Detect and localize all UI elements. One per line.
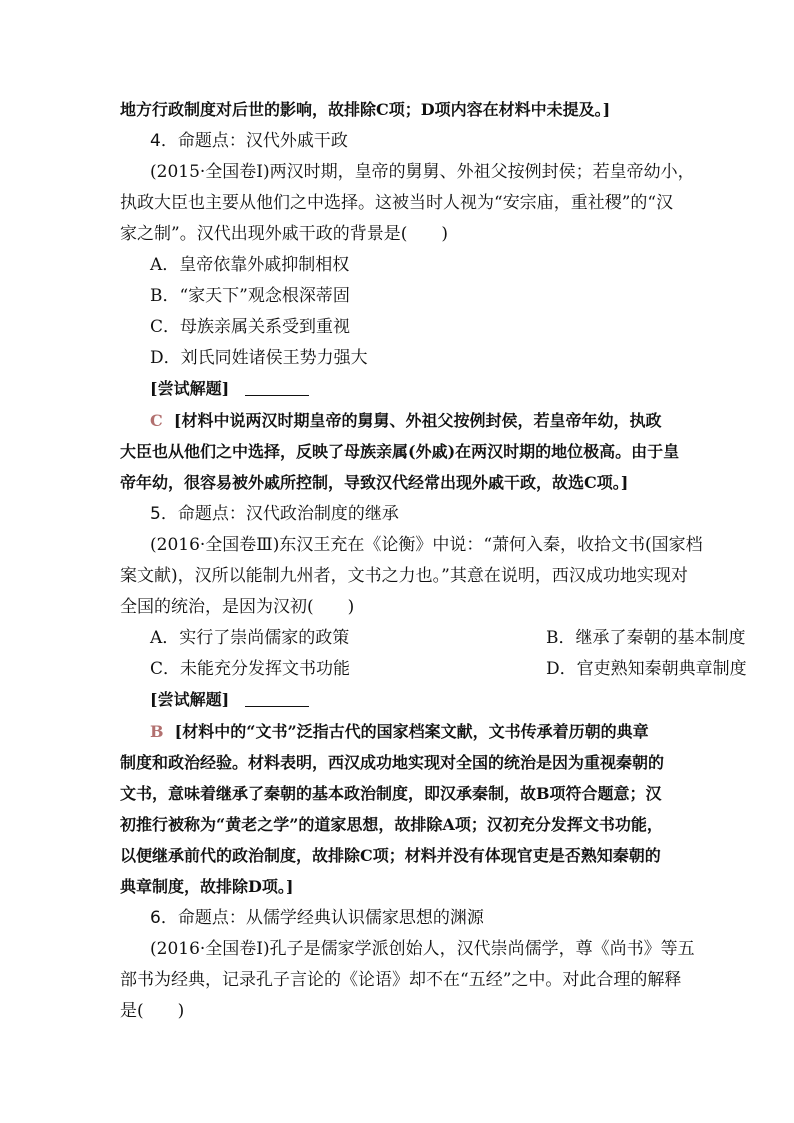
q5-analysis-line-2: 制度和政治经验。材料表明，西汉成功地实现对全国的统治是因为重视秦朝的 bbox=[120, 753, 665, 772]
q4-option-b: B．“家天下”观念根深蒂固 bbox=[150, 286, 350, 306]
q4-analysis-line-1 bbox=[150, 407, 674, 435]
q4-heading: 4．命题点：汉代外戚干政 bbox=[150, 131, 348, 151]
q5-options-row-2 bbox=[150, 655, 747, 683]
q4-try-row bbox=[150, 375, 674, 403]
q5-stem-line-1: (2016·全国卷Ⅲ)东汉王充在《论衡》中说：“萧何入秦，收拾文书(国家档 bbox=[150, 535, 703, 555]
q4-option-c: C．母族亲属关系受到重视 bbox=[150, 317, 351, 337]
q5-analysis-line-4: 初推行被称为“黄老之学”的道家思想，故排除A项；汉初充分发挥文书功能， bbox=[120, 815, 663, 834]
q5-option-c: C．未能充分发挥文书功能 bbox=[150, 659, 351, 679]
q5-answer-key: B bbox=[150, 722, 164, 741]
q4-option-a: A．皇帝依靠外戚抑制相权 bbox=[150, 255, 350, 275]
q5-try-label: [尝试解题] bbox=[150, 690, 230, 709]
q4-analysis-line-2: 大臣也从他们之中选择，反映了母族亲属(外戚)在两汉时期的地位极高。由于皇 bbox=[120, 442, 680, 461]
q4-stem-line-2: 执政大臣也主要从他们之中选择。这被当时人视为“安宗庙，重社稷”的“汉 bbox=[120, 193, 674, 213]
q6-stem-line-2: 部书为经典，记录孔子言论的《论语》却不在“五经”之中。对此合理的解释 bbox=[120, 970, 682, 990]
q5-option-b: B．继承了秦朝的基本制度 bbox=[546, 628, 746, 648]
q4-answer-key: C bbox=[150, 411, 163, 430]
q4-answer-blank bbox=[245, 379, 309, 396]
q5-analysis-text-1: [材料中的“文书”泛指古代的国家档案文献，文书传承着历朝的典章 bbox=[174, 722, 649, 741]
q4-try-label: [尝试解题] bbox=[150, 379, 230, 398]
q5-heading: 5．命题点：汉代政治制度的继承 bbox=[150, 504, 399, 524]
q5-analysis-line-6: 典章制度，故排除D项。] bbox=[120, 877, 294, 896]
q5-stem-line-3: 全国的统治，是因为汉初( ) bbox=[120, 597, 355, 617]
q6-stem-line-3: 是( ) bbox=[120, 1001, 185, 1021]
q4-option-d: D．刘氏同姓诸侯王势力强大 bbox=[150, 348, 368, 368]
q5-option-d: D．官吏熟知秦朝典章制度 bbox=[546, 659, 747, 679]
q4-stem-line-1: (2015·全国卷Ⅰ)两汉时期，皇帝的舅舅、外祖父按例封侯；若皇帝幼小， bbox=[150, 162, 695, 182]
q5-option-a: A．实行了崇尚儒家的政策 bbox=[150, 628, 350, 648]
q5-analysis-line-5: 以便继承前代的政治制度，故排除C项；材料并没有体现官吏是否熟知秦朝的 bbox=[120, 846, 661, 865]
q4-analysis-line-3: 帝年幼，很容易被外戚所控制，导致汉代经常出现外戚干政，故选C项。] bbox=[120, 473, 629, 492]
q6-heading: 6．命题点：从儒学经典认识儒家思想的渊源 bbox=[150, 908, 484, 928]
q5-stem-line-2: 案文献)，汉所以能制九州者，文书之力也。”其意在说明，西汉成功地实现对 bbox=[120, 566, 688, 586]
q4-stem-line-3: 家之制”。汉代出现外戚干政的背景是( ) bbox=[120, 224, 448, 244]
q5-answer-blank bbox=[245, 690, 309, 707]
q5-try-row bbox=[150, 686, 674, 714]
q4-analysis-text-1: [材料中说两汉时期皇帝的舅舅、外祖父按例封侯，若皇帝年幼，执政 bbox=[173, 411, 662, 430]
q5-options-row-1 bbox=[150, 624, 746, 652]
previous-analysis-end: 地方行政制度对后世的影响，故排除C项；D项内容在材料中未提及。] bbox=[120, 100, 611, 119]
q5-analysis-line-3: 文书，意味着继承了秦朝的基本政治制度，即汉承秦制，故B项符合题意；汉 bbox=[120, 784, 662, 803]
q6-stem-line-1: (2016·全国卷Ⅰ)孔子是儒家学派创始人，汉代崇尚儒学，尊《尚书》等五 bbox=[150, 939, 695, 959]
q5-analysis-line-1 bbox=[150, 718, 674, 746]
